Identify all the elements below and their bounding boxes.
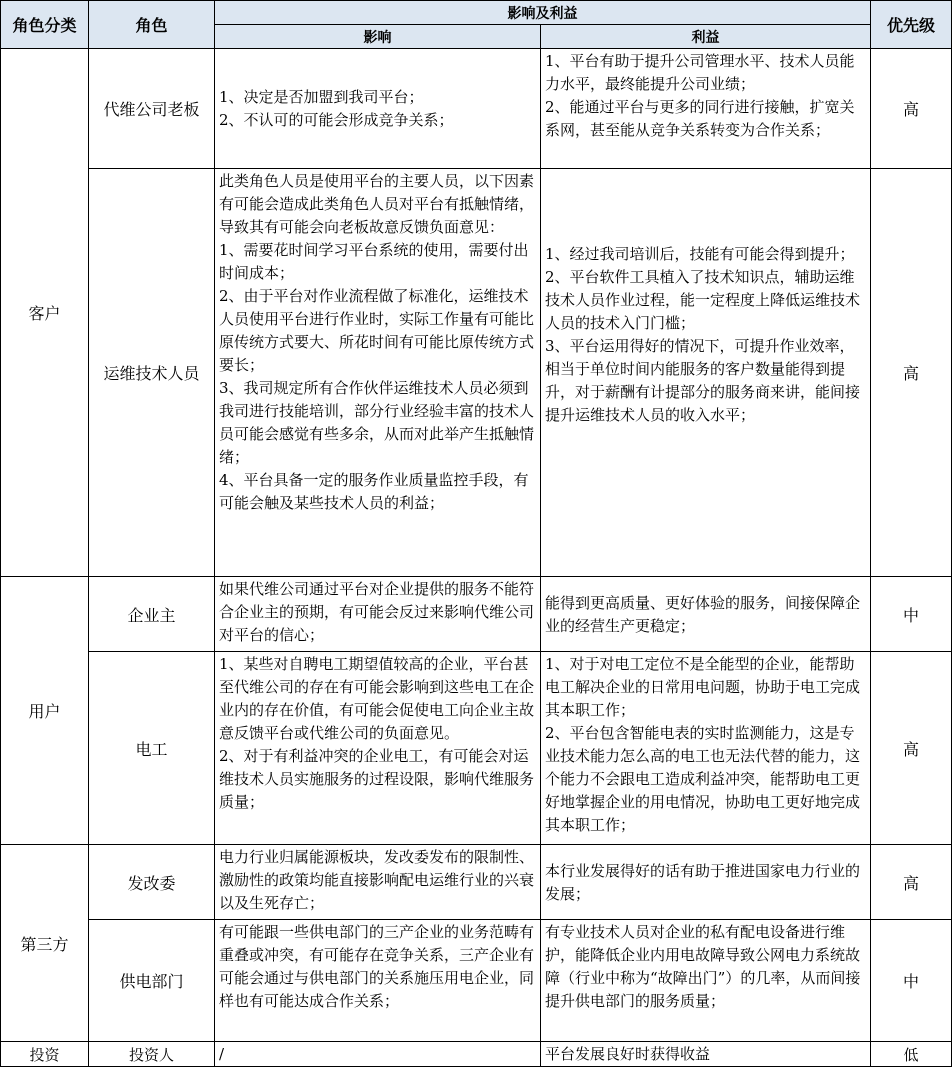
role-cell: 企业主 bbox=[89, 577, 215, 652]
priority-cell: 中 bbox=[871, 577, 952, 652]
role-cell: 运维技术人员 bbox=[89, 169, 215, 577]
category-cell: 投资 bbox=[1, 1042, 89, 1067]
table-row bbox=[1, 652, 952, 845]
impact-cell: 此类角色人员是使用平台的主要人员，以下因素有可能会造成此类角色人员对平台有抵触情绪，导致其有可能会向老板故意反馈负面意见： 1、需要花时间学习平台系统的使用，需要付出时间成本； 2、由于平台对作业流程做了标准化，运维技术人员使用平台进行作业时，实际工作量有可能比原传统方式要大、所花时间有可能比原传统方式要长； 3、我司规定所有合作伙伴运维技术人员必须到我司进行技能培训，部分行业经验丰富的技术人员可能会感觉有些多余，从而对此举产生抵触情绪； 4、平台具备一定的服务作业质量监控手段，有可能会触及某些技术人员的利益； bbox=[215, 169, 541, 577]
category-cell: 用户 bbox=[1, 577, 89, 845]
header-impact-benefit: 影响及利益 bbox=[215, 1, 871, 25]
table-row bbox=[1, 1042, 952, 1067]
table-row bbox=[1, 169, 952, 577]
impact-cell: 有可能跟一些供电部门的三产企业的业务范畴有重叠或冲突，有可能存在竞争关系，三产企业有可能会通过与供电部门的关系施压用电企业，同样也有可能达成合作关系； bbox=[215, 920, 541, 1042]
impact-cell: 1、某些对自聘电工期望值较高的企业，平台甚至代维公司的存在有可能会影响到这些电工在企业内的存在价值，有可能会促使电工向企业主故意反馈平台或代维公司的负面意见。 2、对于有利益冲突的企业电工，有可能会对运维技术人员实施服务的过程设限，影响代维服务质量； bbox=[215, 652, 541, 845]
benefit-cell: 1、经过我司培训后，技能有可能会得到提升； 2、平台软件工具植入了技术知识点，辅助运维技术人员作业过程，能一定程度上降低运维技术人员的技术入门门槛； 3、平台运用得好的情况下，可提升作业效率，相当于单位时间内能服务的客户数量能得到提升，对于薪酬有计提部分的服务商来讲，能间接提升运维技术人员的收入水平； bbox=[541, 169, 871, 577]
role-cell: 代维公司老板 bbox=[89, 49, 215, 169]
impact-cell: / bbox=[215, 1042, 541, 1067]
priority-cell: 中 bbox=[871, 920, 952, 1042]
impact-cell: 如果代维公司通过平台对企业提供的服务不能符合企业主的预期，有可能会反过来影响代维公司对平台的信心； bbox=[215, 577, 541, 652]
header-role: 角色 bbox=[89, 1, 215, 49]
header-priority: 优先级 bbox=[871, 1, 952, 49]
benefit-cell: 1、平台有助于提升公司管理水平、技术人员能力水平，最终能提升公司业绩； 2、能通过平台与更多的同行进行接触，扩宽关系网，甚至能从竞争关系转变为合作关系； bbox=[541, 49, 871, 169]
priority-cell: 高 bbox=[871, 845, 952, 920]
priority-cell: 高 bbox=[871, 652, 952, 845]
benefit-cell: 1、对于对电工定位不是全能型的企业，能帮助电工解决企业的日常用电问题，协助于电工完成其本职工作； 2、平台包含智能电表的实时监测能力，这是专业技术能力怎么高的电工也无法代替的能力，这个能力不会跟电工造成利益冲突，能帮助电工更好地掌握企业的用电情况，协助电工更好地完成其本职工作； bbox=[541, 652, 871, 845]
impact-cell: 1、决定是否加盟到我司平台； 2、不认可的可能会形成竞争关系； bbox=[215, 49, 541, 169]
header-category: 角色分类 bbox=[1, 1, 89, 49]
benefit-cell: 本行业发展得好的话有助于推进国家电力行业的发展； bbox=[541, 845, 871, 920]
category-cell: 客户 bbox=[1, 49, 89, 577]
benefit-cell: 有专业技术人员对企业的私有配电设备进行维护，能降低企业内用电故障导致公网电力系统故障（行业中称为“故障出门”）的几率，从而间接提升供电部门的服务质量； bbox=[541, 920, 871, 1042]
role-cell: 发改委 bbox=[89, 845, 215, 920]
benefit-cell: 平台发展良好时获得收益 bbox=[541, 1042, 871, 1067]
benefit-cell: 能得到更高质量、更好体验的服务，间接保障企业的经营生产更稳定； bbox=[541, 577, 871, 652]
header-row-top bbox=[1, 1, 952, 25]
table-row bbox=[1, 577, 952, 652]
role-cell: 供电部门 bbox=[89, 920, 215, 1042]
table-row bbox=[1, 49, 952, 169]
role-cell: 投资人 bbox=[89, 1042, 215, 1067]
table-row bbox=[1, 845, 952, 920]
header-impact: 影响 bbox=[215, 25, 541, 49]
priority-cell: 低 bbox=[871, 1042, 952, 1067]
priority-cell: 高 bbox=[871, 49, 952, 169]
table-row bbox=[1, 920, 952, 1042]
impact-cell: 电力行业归属能源板块，发改委发布的限制性、激励性的政策均能直接影响配电运维行业的兴衰以及生死存亡； bbox=[215, 845, 541, 920]
role-cell: 电工 bbox=[89, 652, 215, 845]
priority-cell: 高 bbox=[871, 169, 952, 577]
category-cell: 第三方 bbox=[1, 845, 89, 1042]
header-benefit: 利益 bbox=[541, 25, 871, 49]
